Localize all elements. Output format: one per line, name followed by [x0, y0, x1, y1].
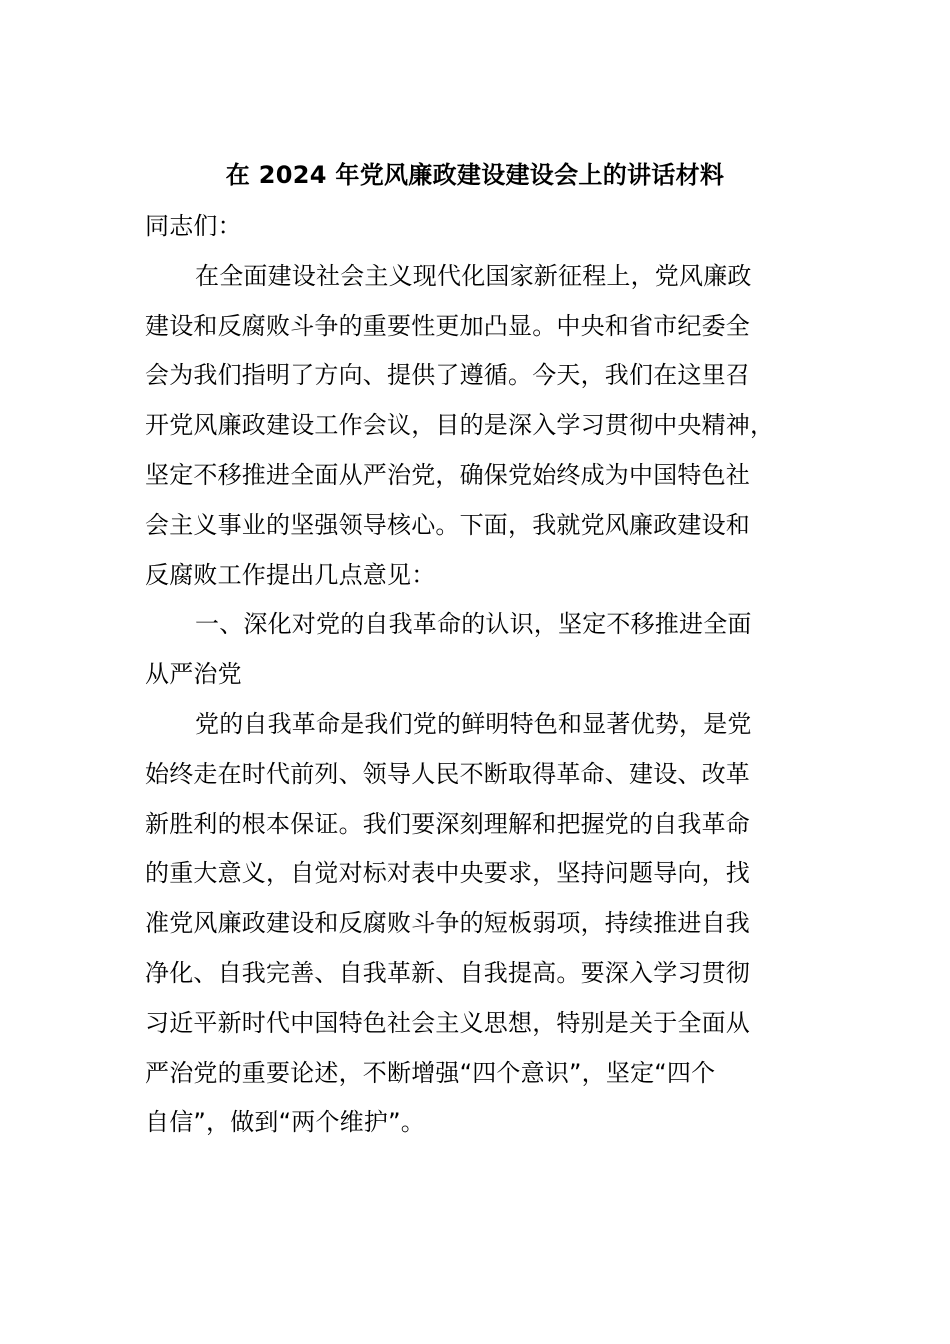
paragraph-2-line: 新胜利的根本保证。我们要深刻理解和把握党的自我革命 [145, 809, 750, 838]
paragraph-2-line: 的重大意义，自觉对标对表中央要求，坚持问题导向，找 [145, 859, 750, 888]
paragraph-2-line: 严治党的重要论述，不断增强“四个意识”，坚定“四个 [145, 1058, 716, 1087]
paragraph-1-line: 会为我们指明了方向、提供了遵循。今天，我们在这里召 [145, 361, 750, 390]
paragraph-2-line: 自信”，做到“两个维护”。 [145, 1108, 425, 1137]
document-title: 在 2024 年党风廉政建设建设会上的讲话材料 [225, 161, 725, 189]
document-body [145, 202, 810, 1148]
section-heading-line: 一、深化对党的自我革命的认识，坚定不移推进全面 [195, 610, 752, 639]
paragraph-2-line: 始终走在时代前列、领导人民不断取得革命、建设、改革 [145, 759, 750, 788]
paragraph-1-line: 会主义事业的坚强领导核心。下面，我就党风廉政建设和 [145, 510, 750, 539]
paragraph-2-line: 净化、自我完善、自我革新、自我提高。要深入学习贯彻 [145, 958, 750, 987]
greeting: 同志们： [145, 212, 242, 240]
section-heading-line: 从严治党 [145, 660, 242, 689]
paragraph-1-line: 在全面建设社会主义现代化国家新征程上，党风廉政 [195, 261, 752, 290]
paragraph-1-line: 坚定不移推进全面从严治党，确保党始终成为中国特色社 [145, 460, 750, 489]
paragraph-1-line: 开党风廉政建设工作会议，目的是深入学习贯彻中央精神， [145, 411, 775, 440]
paragraph-2-line: 习近平新时代中国特色社会主义思想，特别是关于全面从 [145, 1008, 750, 1037]
paragraph-1-line: 建设和反腐败斗争的重要性更加凸显。中央和省市纪委全 [145, 311, 750, 340]
paragraph-1-line: 反腐败工作提出几点意见： [145, 560, 436, 589]
paragraph-2-line: 党的自我革命是我们党的鲜明特色和显著优势，是党 [195, 709, 752, 738]
paragraph-2-line: 准党风廉政建设和反腐败斗争的短板弱项，持续推进自我 [145, 909, 750, 938]
